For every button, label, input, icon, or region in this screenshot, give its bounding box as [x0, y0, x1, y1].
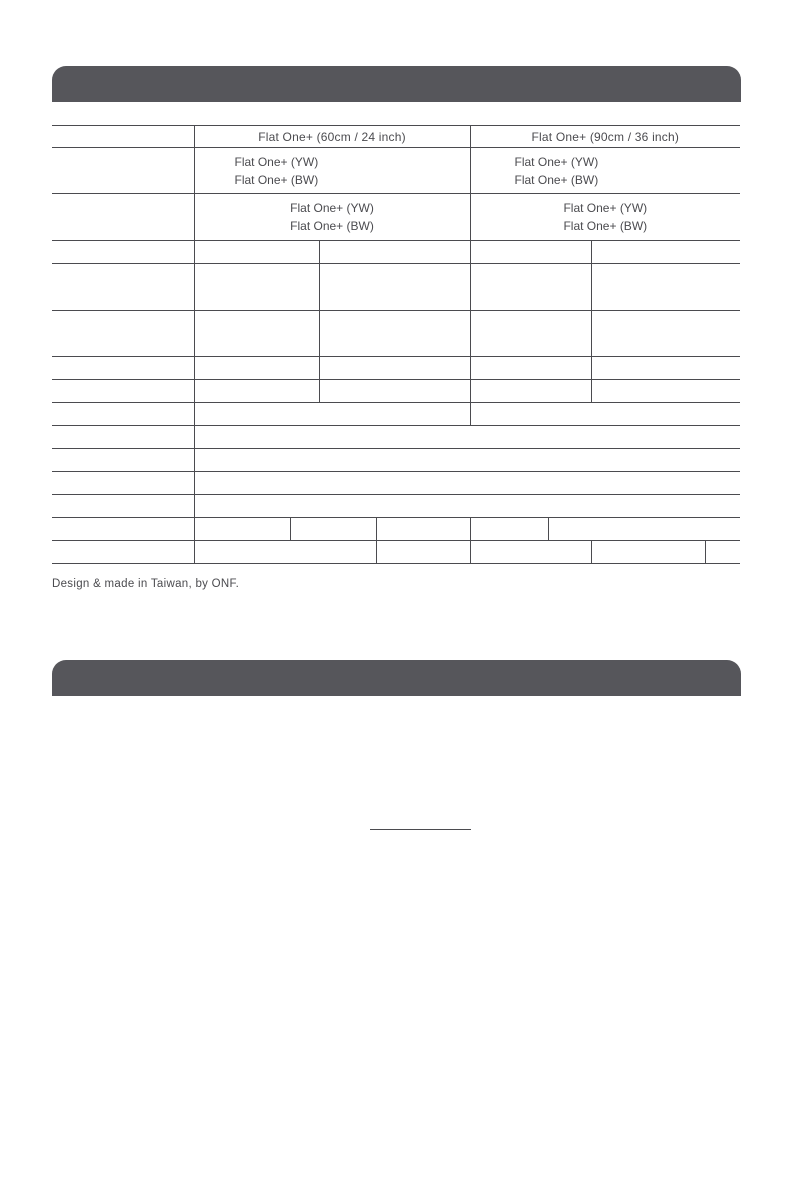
- table-row: [52, 403, 740, 426]
- table-row: [52, 380, 740, 403]
- table-row: [52, 357, 740, 380]
- footnote: Design & made in Taiwan, by ONF.: [52, 578, 240, 590]
- model-label: Flat One+ (BW): [234, 172, 319, 187]
- table-row: [52, 311, 740, 357]
- table-row: [52, 426, 740, 449]
- model-label: Flat One+ (YW): [234, 154, 319, 169]
- model-label: Flat One+ (BW): [290, 219, 374, 233]
- table-row: [52, 194, 740, 241]
- header-90cm: Flat One+ (90cm / 36 inch): [470, 126, 740, 148]
- model-label: Flat One+ (BW): [514, 172, 599, 187]
- table-row: [52, 241, 740, 264]
- models-cell-90cm: [470, 194, 740, 241]
- model-label: Flat One+ (YW): [290, 201, 374, 215]
- warranty-section-header-bar: [52, 660, 741, 696]
- models-cell-60cm: [194, 194, 470, 241]
- model-label: Flat One+ (YW): [514, 154, 599, 169]
- table-row: [52, 472, 740, 495]
- blank-underline-field: [370, 829, 471, 830]
- table-row: [52, 541, 740, 564]
- table-row: [52, 264, 740, 311]
- table-row: [52, 148, 740, 194]
- table-row: [52, 495, 740, 518]
- models-cell-60cm: [194, 148, 470, 194]
- header-60cm: Flat One+ (60cm / 24 inch): [194, 126, 470, 148]
- model-label: Flat One+ (YW): [563, 201, 648, 215]
- spec-section-header-bar: [52, 66, 741, 102]
- spec-table: [52, 125, 740, 564]
- table-row: [52, 449, 740, 472]
- table-row: [52, 518, 740, 541]
- models-cell-90cm: [470, 148, 740, 194]
- model-label: Flat One+ (BW): [563, 219, 648, 233]
- table-row: [52, 126, 740, 148]
